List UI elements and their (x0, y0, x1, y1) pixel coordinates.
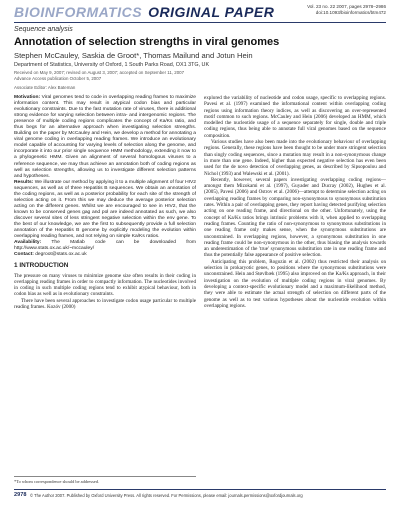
results-label: Results: (14, 179, 34, 185)
abstract-motivation (14, 95, 196, 180)
footer-rule (14, 489, 386, 490)
availability-label: Availability: (14, 240, 42, 246)
left-column (14, 95, 196, 310)
intro-paragraph: The pressure on many viruses to minimize genome size often results in their coding in overlapping reading frames in order to compactly information. The nucleotides involved in coding in such multiple coding regions tend to exhibit atypical behaviour, both in codon bias as well as in evolutionary constraints. (14, 272, 196, 298)
body-paragraph: Various studies have also been made into the evolutionary behaviour of overlapping regions. Generally, these regions have been thought to be under more stringent selection than singly coding sequences, since a mutation may result in a non-synonymous change in more than one gene. Indeed, higher than expected negative selection has even been used for the de novo detection of overlapping genes, as described by Sipsopoulou and Nichol (1993) and Walewski et al. (2001). (204, 139, 386, 177)
page-title: Annotation of selection strengths in viral genomes (14, 36, 280, 48)
received-dates: Received on May 9, 2007; revised on August 3, 2007; accepted on September 11, 2007 (14, 70, 185, 75)
journal-title: BIOINFORMATICS (14, 4, 143, 20)
abstract (14, 95, 196, 258)
introduction-heading: 1 INTRODUCTION (14, 262, 69, 270)
body-paragraph: Anticipating this problem, Rogozin et al. (2002) thus restricted their analysis on selection in prokaryotic genes, to positions where the synonymous substitutions were unconstrained. Hein and Støvlbæk (1995) also improved on the Ka/Ks approach, in their investigation on the evolution of multiple coding regions in viral genomes. By developing a context-specific evolutionary model and a maximum-likelihood method, they were able to estimate the actual strength of selection on different parts of the genome as well as to test various hypotheses about the nucleotide evolution within overlapping regions. (204, 258, 386, 309)
contact-email[interactable]: degroot@stats.ox.ac.uk (35, 252, 87, 258)
contact-label: Contact: (14, 252, 34, 258)
publication-dates (14, 70, 184, 81)
page-number: 2978 (14, 492, 27, 498)
abstract-results (14, 180, 196, 240)
advance-access: Advance Access publication October 5, 2007 (14, 75, 102, 81)
abstract-contact (14, 252, 196, 258)
associate-editor: Associate Editor: Alex Bateman (14, 85, 76, 90)
section-label: Sequence analysis (14, 26, 73, 33)
paper-type: ORIGINAL PAPER (148, 4, 275, 20)
body-paragraph: Recently, however, several papers investigating overlapping coding regions—amongst them Mizokami et al. (1997), Guyader and Ducray (2002), Hughes et al. (2005), Pavesi (2006) and Ostrov et al. (2006)—attempt to determine selection acting on overlapping reading frames by comparing non-synonymous to synonymous substitution rates. Within a pair of overlapping genes, they report having detected purifying selection acting on one reading frame, and directional on the other. Unfortunately, using the concept of Ka/Ks ratios brings intrinsic problems with it, when applied to overlapping reading frames. Counting the ratio of non-synonymous to synonymous substitutions in one reading frame only makes sense, when the synonymous substitutions are unconstrained. In overlapping regions, however, a synonymous substitution in one reading frame could be non-synonymous in the other, thus biasing the analysis towards an underestimation of the 'true' synonymous substitution rate in one reading frame and thus the potentially false appearance of positive selection. (204, 176, 386, 259)
body-paragraph: explored the variability of nucleotide and codon usage, specific to overlapping regions. Pavesi et al. (1997) examined the informational content within overlapping coding regions using information theory indices, as well as discovering an over-represented motif common to such regions. McCauley and Hein (2006) developed an HMM, which modelled the nucleotide usage of a sequence separately for single, double and triple coding regions, thus being able to annotate full viral genomes based on the sequence composition. (204, 95, 386, 139)
abstract-availability (14, 240, 196, 252)
intro-paragraph: There have been several approaches to investigate codon usage particular to multiple reading frames. Kozóv (2000) (14, 297, 196, 311)
journal-name (14, 4, 274, 20)
volume-pages: Vol. 23 no. 22 2007, pages 2978–2986 (307, 4, 386, 9)
footnote: *To whom correspondence should be addressed. (14, 476, 196, 484)
header-rule (14, 22, 386, 23)
citation-info (307, 4, 386, 16)
author-list: Stephen McCauley, Saskia de Groot*, Thomas Mailund and Jotun Hein (14, 51, 253, 60)
right-column (204, 95, 386, 309)
copyright-notice: © The Author 2007. Published by Oxford University Press. All rights reserved. For Permissions, please email: journals.permissions@oxfordjournals.org (30, 493, 303, 498)
results-text: We illustrate our method by applying it to a multiple alignment of four HIV2 sequences, as well as of three Hepatitis B sequences. We obtain an annotation of the coding regions, as well as a posterior probability for each site of the strength of selection acting on it. From this we may deduce the average posterior selection acting on the different genes. Whilst we are encouraged to see in HIV2, that the known to be conserved genes gag and pol are indeed annotated as such, we also discover several sites of less stringent negative selection within the env gene. To the best of our knowledge, we are the first to subsequently provide a full selection annotation of the Hepatitis B genome by explicitly modeling the evolution within overlapping reading frames, and not relying on simple Ka/Ks ratios. (14, 179, 196, 240)
motivation-label: Motivation: (14, 95, 41, 100)
doi-link[interactable]: doi:10.1093/bioinformatics/btm472 (315, 10, 386, 15)
motivation-text: Viral genomes tend to code in overlapping reading frames to maximize information content. This may result in atypical codon bias and particular evolutionary constraints. Due to the fast mutation rate of viruses, there is additional strong evidence for varying selection between intra- and intergenomic regions. The presence of multiple coding regions complicates the concept of Ka/Ks ratio, and thus begs for an alternative approach when investigating selection strengths. Building on the paper by McCauley and Hein, we develop a method for annotating a viral genome coding in overlapping reading frames. We introduce an evolutionary model capable of accounting for varying levels of selection along the genome, and incorporate it into our prior single sequence HMM methodology, extending it now to a phylogenetic HMM. Given an alignment of several homologous viruses to a reference sequence, we may thus achieve an annotation both of coding regions as well as selection strengths, allowing us to investigate different selection patterns and hypotheses. (14, 95, 196, 179)
affiliation: Department of Statistics, University of Oxford, 1 South Parks Road, OX1 3TG, UK (14, 62, 210, 68)
availability-text[interactable]: The Matlab code can be downloaded from http://www.stats.ox.ac.uk/~mccauley/ (14, 240, 196, 252)
